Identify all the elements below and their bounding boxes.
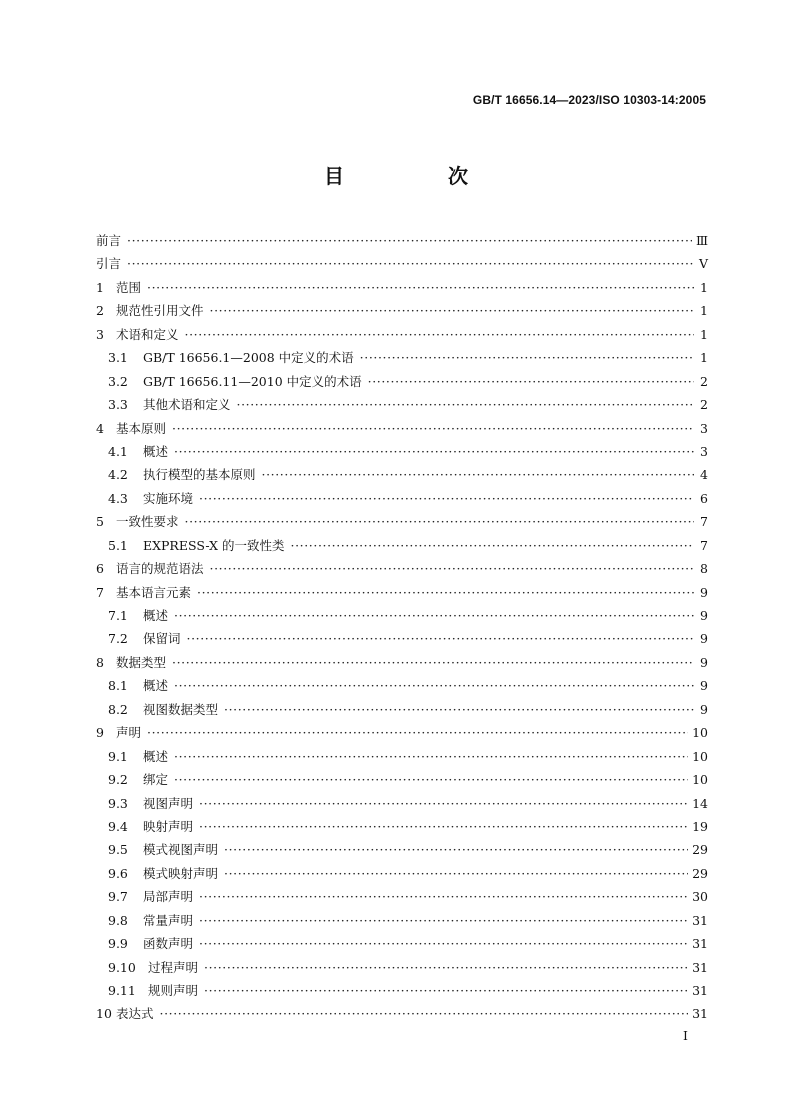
- toc-entry[interactable]: [96, 838, 708, 861]
- toc-entry-page: 3: [700, 420, 708, 436]
- toc-entry-title: 常量声明: [143, 912, 194, 928]
- toc-entry-number: 4.3: [108, 490, 128, 506]
- toc-entry-title: 其他术语和定义: [143, 397, 231, 413]
- toc-entry[interactable]: [96, 909, 708, 932]
- toc-dot-leader: [187, 627, 694, 650]
- toc-entry[interactable]: [96, 1002, 708, 1025]
- toc-entry[interactable]: [96, 581, 708, 604]
- toc-entry-title: 概述: [143, 443, 169, 459]
- toc-entry[interactable]: [96, 557, 708, 580]
- toc-entry[interactable]: [96, 534, 708, 557]
- toc-entry-page: 3: [700, 443, 708, 459]
- toc-entry-page: Ⅲ: [695, 233, 708, 248]
- toc-dot-leader: [199, 487, 694, 510]
- toc-entry[interactable]: [96, 721, 708, 744]
- toc-entry-title: 概述: [143, 608, 169, 623]
- toc-entry-page: 9: [700, 678, 708, 694]
- toc-entry-title: 表达式: [116, 1006, 154, 1022]
- toc-entry-title: 模式映射声明: [143, 865, 219, 881]
- toc-dot-leader: [174, 604, 694, 627]
- toc-entry[interactable]: [96, 510, 708, 533]
- toc-entry-page: 9: [700, 608, 708, 623]
- toc-dot-leader: [147, 276, 694, 299]
- toc-entry-number: 3: [96, 326, 104, 342]
- toc-entry-page: 1: [700, 279, 708, 295]
- toc-entry-page: 9: [700, 701, 708, 717]
- toc-entry-title: 执行模型的基本原则: [143, 467, 256, 483]
- toc-dot-leader: [174, 674, 694, 697]
- toc-entry-number: 9.8: [108, 912, 128, 928]
- toc-entry-title: 一致性要求: [116, 514, 179, 530]
- toc-entry-number: 3.3: [108, 397, 128, 413]
- toc-entry-number: 7.2: [108, 631, 128, 647]
- toc-entry[interactable]: [96, 979, 708, 1002]
- toc-entry-title: 概述: [143, 678, 169, 694]
- toc-entry[interactable]: [96, 463, 708, 486]
- toc-dot-leader: [291, 534, 695, 557]
- toc-entry-page: 4: [700, 467, 708, 483]
- toc-entry-number: 9.5: [108, 842, 128, 858]
- toc-entry-number: 10: [96, 1006, 112, 1022]
- toc-entry-title: 数据类型: [116, 654, 167, 670]
- toc-dot-leader: [174, 768, 688, 791]
- toc-entry-page: 9: [700, 584, 708, 600]
- toc-dot-leader: [199, 885, 688, 908]
- toc-entry[interactable]: [96, 627, 708, 650]
- toc-entry-title: 规则声明: [148, 983, 199, 998]
- toc-entry-number: 9.1: [108, 748, 128, 764]
- toc-dot-leader: [185, 323, 694, 346]
- toc-dot-leader: [199, 909, 688, 932]
- toc-entry-title: 绑定: [143, 772, 169, 788]
- table-of-contents: [96, 229, 708, 1026]
- toc-dot-leader: [262, 463, 694, 486]
- toc-dot-leader: [172, 417, 694, 440]
- toc-dot-leader: [127, 229, 692, 252]
- toc-entry-page: 10: [692, 748, 708, 764]
- toc-entry-number: 1: [96, 279, 104, 295]
- toc-entry-title: 基本语言元素: [116, 584, 192, 600]
- toc-dot-leader: [360, 346, 694, 369]
- toc-entry-number: 9.9: [108, 936, 128, 952]
- toc-entry[interactable]: [96, 323, 708, 346]
- toc-entry-page: 10: [692, 772, 708, 788]
- toc-dot-leader: [368, 370, 694, 393]
- toc-dot-leader: [174, 440, 694, 463]
- toc-entry[interactable]: [96, 440, 708, 463]
- toc-entry-title: 前言: [96, 233, 122, 248]
- toc-entry[interactable]: [96, 885, 708, 908]
- toc-dot-leader: [147, 721, 688, 744]
- toc-entry-number: 7.1: [108, 608, 128, 623]
- toc-entry-number: 9.3: [108, 795, 128, 811]
- toc-entry-page: 1: [700, 326, 708, 342]
- toc-entry-title: 保留词: [143, 631, 181, 647]
- toc-dot-leader: [224, 698, 694, 721]
- standard-number-header: GB/T 16656.14—2023/ISO 10303-14:2005: [472, 93, 706, 107]
- toc-entry-page: 30: [692, 889, 708, 905]
- toc-dot-leader: [204, 979, 688, 1002]
- toc-entry-page: 9: [700, 631, 708, 647]
- toc-entry-page: 29: [692, 865, 708, 881]
- toc-entry-title: 范围: [116, 279, 142, 295]
- toc-entry-number: 8: [96, 654, 104, 670]
- toc-dot-leader: [210, 557, 694, 580]
- toc-entry-page: 7: [700, 537, 708, 553]
- toc-entry[interactable]: [96, 956, 708, 979]
- toc-entry-number: 9.7: [108, 889, 128, 905]
- toc-dot-leader: [185, 510, 694, 533]
- toc-dot-leader: [160, 1002, 689, 1025]
- toc-entry[interactable]: [96, 862, 708, 885]
- toc-entry[interactable]: [96, 674, 708, 697]
- toc-dot-leader: [199, 932, 688, 955]
- toc-entry-number: 9.10: [108, 959, 136, 975]
- toc-entry-number: 3.1: [108, 350, 128, 366]
- toc-dot-leader: [204, 956, 688, 979]
- toc-entry-number: 3.2: [108, 373, 128, 389]
- toc-entry-title: 模式视图声明: [143, 842, 219, 858]
- toc-entry-number: 6: [96, 561, 104, 577]
- toc-dot-leader: [210, 299, 694, 322]
- toc-entry-number: 9.11: [108, 983, 136, 998]
- toc-entry[interactable]: [96, 276, 708, 299]
- toc-entry-title: GB/T 16656.1—2008 中定义的术语: [143, 350, 354, 366]
- toc-entry-title: 引言: [96, 256, 122, 272]
- toc-entry-page: 31: [692, 912, 708, 928]
- toc-dot-leader: [237, 393, 694, 416]
- toc-entry-number: 4.2: [108, 467, 128, 483]
- toc-entry[interactable]: [96, 487, 708, 510]
- toc-entry-page: 9: [700, 654, 708, 670]
- toc-entry[interactable]: [96, 768, 708, 791]
- toc-entry-title: 概述: [143, 748, 169, 764]
- toc-entry[interactable]: [96, 745, 708, 768]
- toc-entry-page: 14: [692, 795, 708, 811]
- toc-entry-title: 函数声明: [143, 936, 194, 952]
- toc-entry-number: 2: [96, 303, 104, 319]
- toc-entry-page: 29: [692, 842, 708, 858]
- toc-entry-title: 视图数据类型: [143, 701, 219, 717]
- toc-entry-number: 4: [96, 420, 104, 436]
- toc-entry-number: 5: [96, 514, 104, 530]
- toc-dot-leader: [172, 651, 694, 674]
- toc-entry-number: 8.1: [108, 678, 128, 694]
- toc-entry[interactable]: [96, 651, 708, 674]
- toc-entry[interactable]: [96, 815, 708, 838]
- toc-entry-number: 8.2: [108, 701, 128, 717]
- toc-entry-title: GB/T 16656.11—2010 中定义的术语: [143, 373, 362, 389]
- toc-entry-page: 31: [692, 959, 708, 975]
- toc-entry[interactable]: [96, 698, 708, 721]
- toc-entry-title: 基本原则: [116, 420, 167, 436]
- toc-entry-page: 8: [700, 561, 708, 577]
- toc-entry[interactable]: [96, 346, 708, 369]
- page-title: 目 次: [324, 164, 510, 188]
- toc-entry-number: 4.1: [108, 443, 128, 459]
- toc-dot-leader: [199, 792, 688, 815]
- toc-dot-leader: [199, 815, 688, 838]
- toc-entry-page: 1: [700, 303, 708, 319]
- toc-entry-number: 9.6: [108, 865, 128, 881]
- toc-entry-number: 9: [96, 725, 104, 741]
- toc-entry-title: 声明: [116, 725, 142, 741]
- toc-entry-title: EXPRESS-X 的一致性类: [143, 537, 285, 553]
- toc-entry[interactable]: [96, 252, 708, 275]
- toc-entry-page: 1: [700, 350, 708, 366]
- toc-entry-page: 31: [692, 1006, 708, 1022]
- page-folio: Ⅰ: [683, 1028, 688, 1043]
- toc-entry-page: 19: [692, 818, 708, 834]
- toc-entry[interactable]: [96, 229, 708, 252]
- toc-entry-page: 6: [700, 490, 708, 506]
- toc-entry-page: 10: [692, 725, 708, 741]
- toc-entry-title: 术语和定义: [116, 326, 179, 342]
- toc-entry[interactable]: [96, 417, 708, 440]
- toc-dot-leader: [224, 862, 688, 885]
- toc-entry-page: 7: [700, 514, 708, 530]
- toc-entry-title: 实施环境: [143, 490, 194, 506]
- toc-entry-number: 9.2: [108, 772, 128, 788]
- toc-entry[interactable]: [96, 299, 708, 322]
- toc-entry-number: 5.1: [108, 537, 128, 553]
- toc-entry-number: 7: [96, 584, 104, 600]
- toc-entry-title: 过程声明: [148, 959, 199, 975]
- toc-entry-page: 2: [700, 373, 708, 389]
- toc-entry[interactable]: [96, 792, 708, 815]
- toc-entry-number: 9.4: [108, 818, 128, 834]
- toc-entry-title: 映射声明: [143, 818, 194, 834]
- toc-entry-page: 31: [692, 983, 708, 998]
- toc-dot-leader: [174, 745, 688, 768]
- toc-entry[interactable]: [96, 932, 708, 955]
- toc-entry-title: 规范性引用文件: [116, 303, 204, 319]
- toc-entry-page: 2: [700, 397, 708, 413]
- toc-dot-leader: [197, 581, 694, 604]
- toc-entry[interactable]: [96, 393, 708, 416]
- toc-entry[interactable]: [96, 370, 708, 393]
- toc-entry-title: 语言的规范语法: [116, 561, 204, 577]
- toc-entry[interactable]: [96, 604, 708, 627]
- toc-entry-page: 31: [692, 936, 708, 952]
- toc-entry-page: Ⅴ: [698, 256, 708, 272]
- toc-entry-title: 视图声明: [143, 795, 194, 811]
- toc-dot-leader: [224, 838, 688, 861]
- toc-entry-title: 局部声明: [143, 889, 194, 905]
- toc-dot-leader: [127, 252, 694, 275]
